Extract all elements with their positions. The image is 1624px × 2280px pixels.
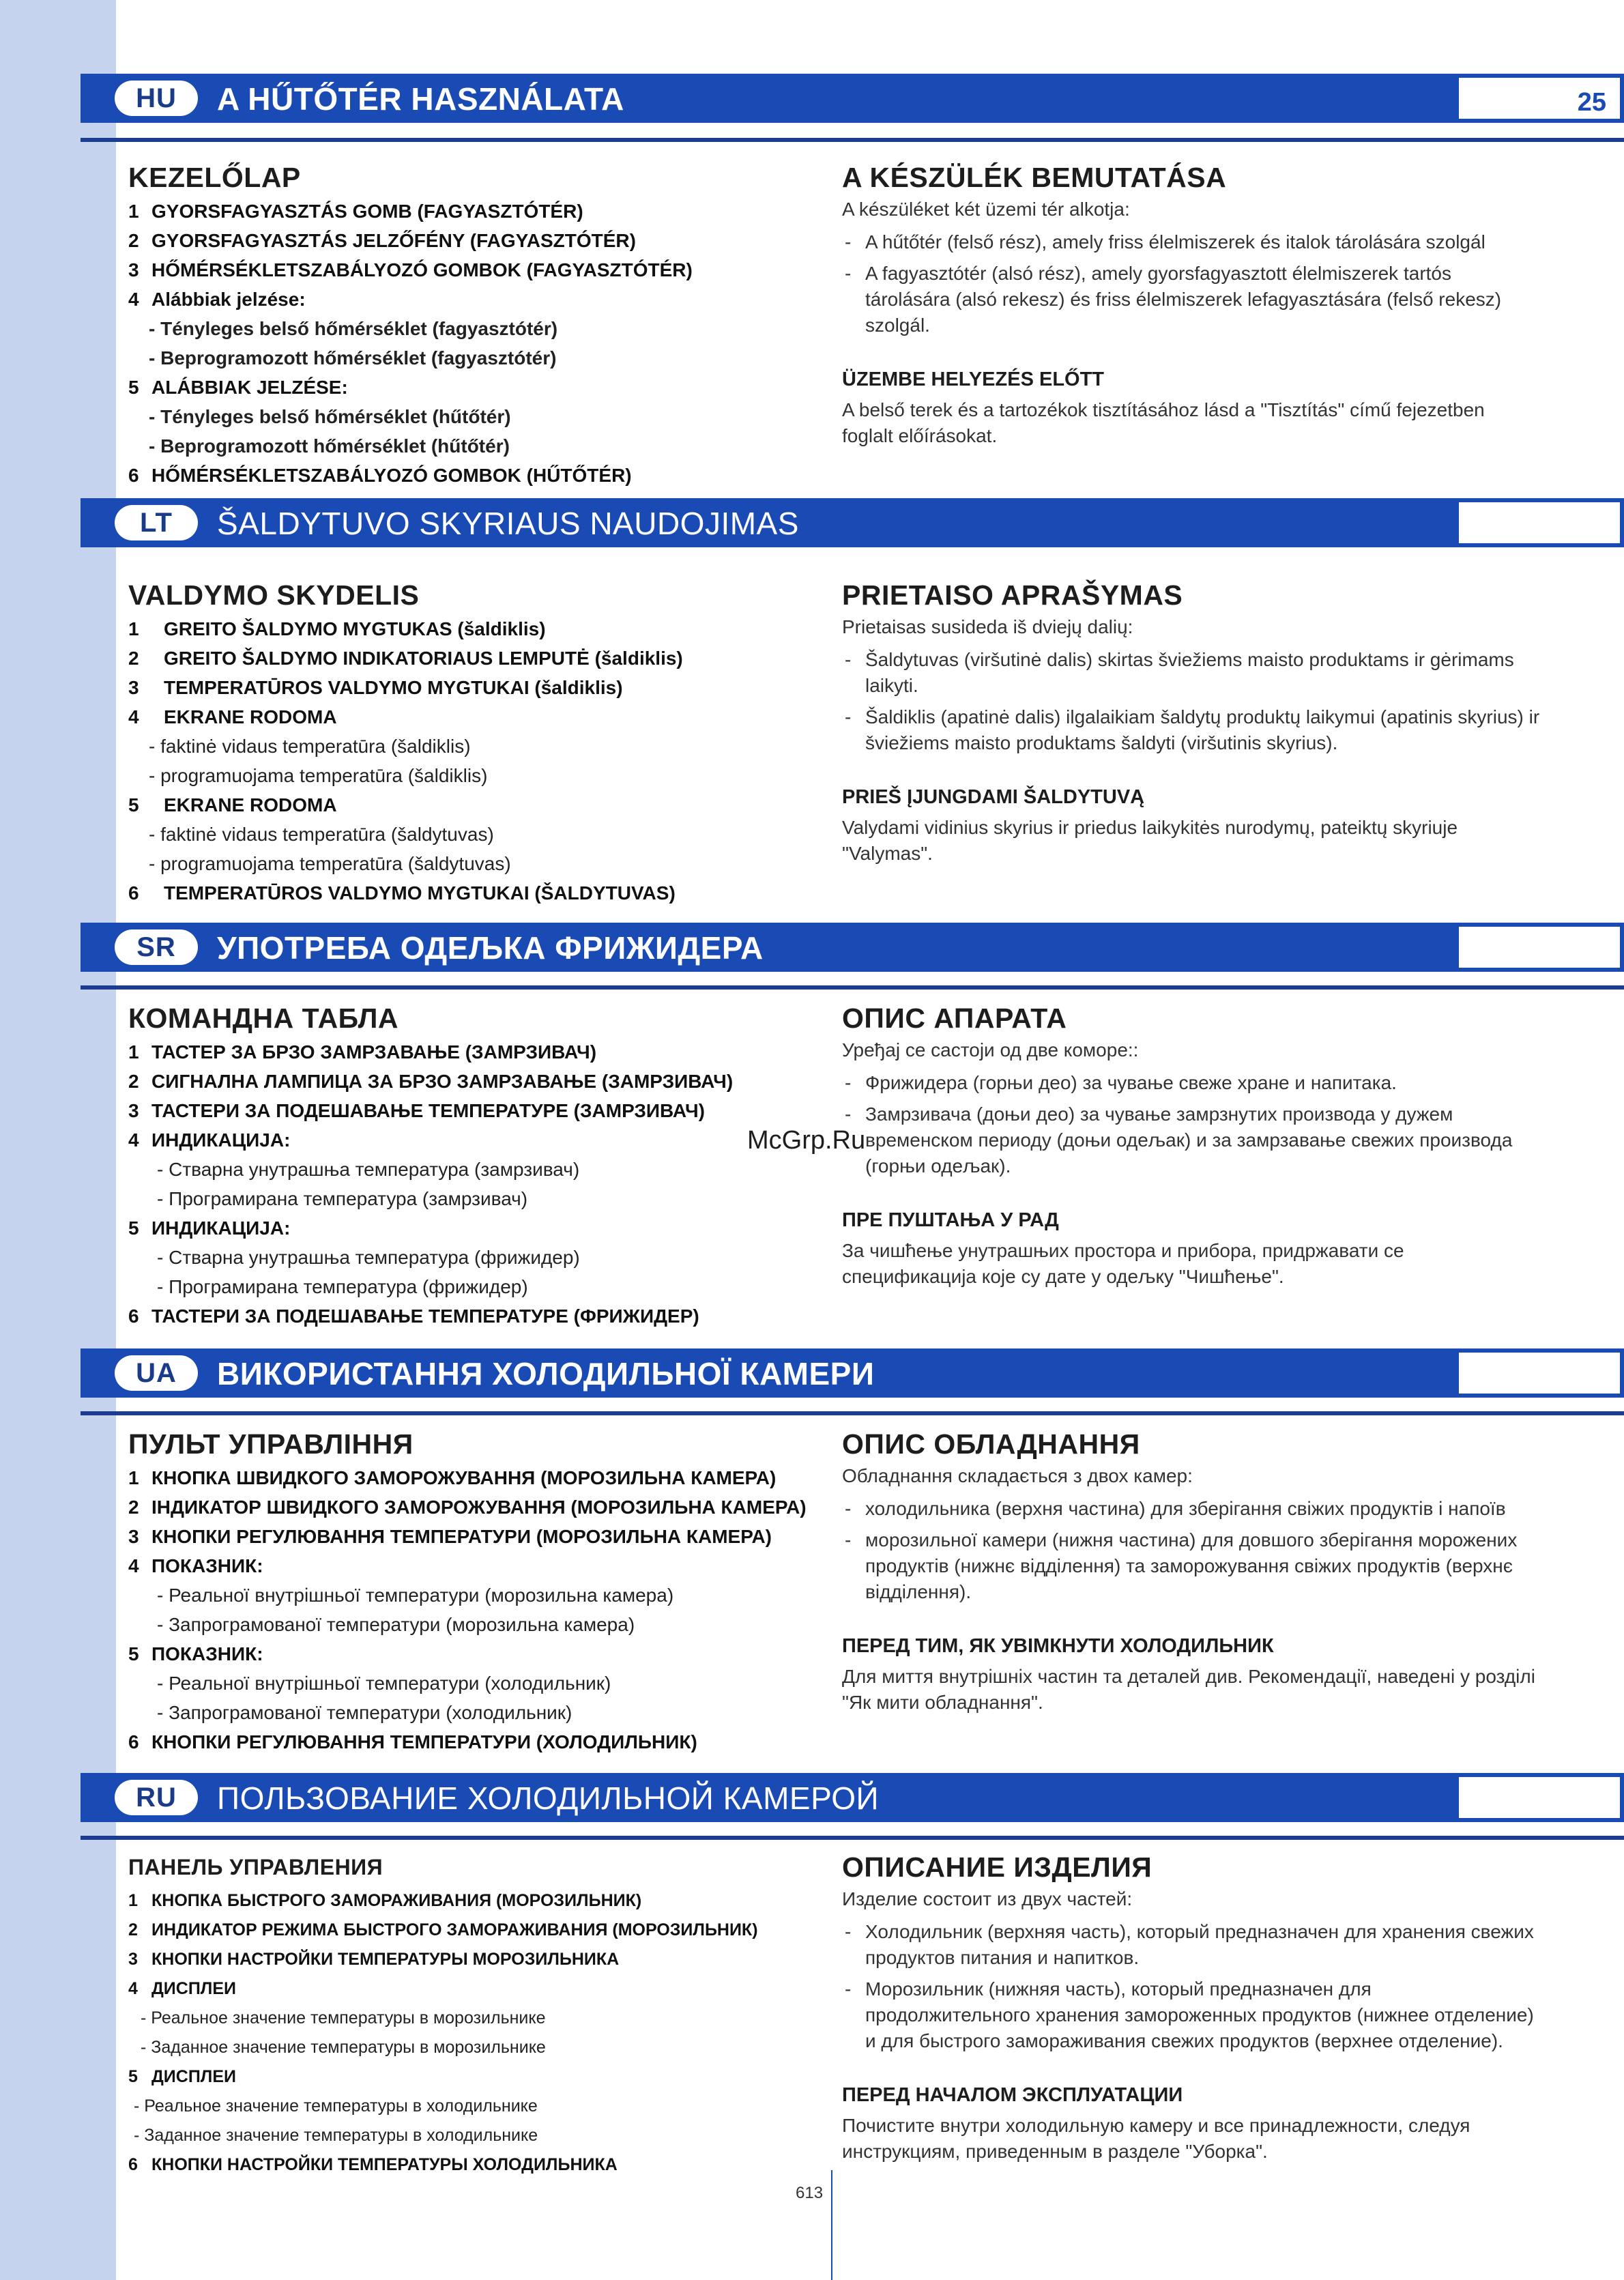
- list-item: 4 ПОКАЗНИК:: [128, 1555, 263, 1576]
- list-item: 4 ДИСПЛЕИ: [128, 1979, 236, 1998]
- banner-bar: [81, 74, 1459, 123]
- ru-control-panel: [128, 1851, 824, 2180]
- banner-underline: [81, 985, 1624, 990]
- bullet-item: - Šaldiklis (apatinė dalis) ilgalaikiam šaldytų produktų laikymui (apatinis skyrius) ir šviežiems maisto produktams šaldyti (viršutinis skyrius).: [842, 704, 1541, 756]
- sr-description: [842, 1002, 1541, 1297]
- left-heading: VALDYMO SKYDELIS: [128, 579, 420, 611]
- sub-item: - Заданное значение температуры в морозильнике: [141, 2038, 546, 2057]
- right-heading: ОПИС ОБЛАДНАННЯ: [842, 1428, 1140, 1460]
- bullet-item: - Морозильник (нижняя часть), который предназначен для продолжительного хранения замороженных продуктов (нижнее отделение) и для быстрого замораживания свежих продуктов (верхнее отделение).: [842, 1976, 1541, 2054]
- footer-page-number: 613: [796, 2184, 824, 2202]
- section-title: A HŰTŐTÉR HASZNÁLATA: [217, 81, 624, 117]
- sub-item: - Реальное значение температуры в морозильнике: [141, 2008, 546, 2028]
- bullet-item: - A hűtőtér (felső rész), amely friss élelmiszerek és italok tárolására szolgál: [842, 229, 1541, 255]
- bullet-item: - Šaldytuvas (viršutinė dalis) skirtas šviežiems maisto produktams ir gėrimams laikyti.: [842, 647, 1541, 699]
- language-badge: LT: [115, 505, 198, 540]
- list-item: 3 HŐMÉRSÉKLETSZABÁLYOZÓ GOMBOK (FAGYASZTÓTÉR): [128, 259, 693, 280]
- sub-heading: ПЕРЕД НАЧАЛОМ ЭКСПЛУАТАЦИИ: [842, 2084, 1183, 2106]
- bullet-item: - Замрзивача (доњи део) за чување замрзнутих производа у дужем временском периоду (доњи одељак) и за замрзавање свежих производа (горњи одељак).: [842, 1101, 1541, 1179]
- list-item: 5 ИНДИКАЦИЈА:: [128, 1217, 291, 1239]
- left-heading: КОМАНДНА ТАБЛА: [128, 1002, 398, 1034]
- language-badge: UA: [115, 1355, 198, 1391]
- banner-bar: [81, 1773, 1459, 1822]
- list-item: 5 ALÁBBIAK JELZÉSE:: [128, 377, 348, 398]
- banner-icon-box: [1459, 1348, 1624, 1398]
- sub-heading: ПРЕ ПУШТАЊА У РАД: [842, 1209, 1059, 1231]
- ua-description: [842, 1428, 1541, 1722]
- sub-item: - Програмирана температура (фрижидер): [157, 1276, 528, 1297]
- list-item: 1 ТАСТЕР ЗА БРЗО ЗАМРЗАВАЊЕ (ЗАМРЗИВАЧ): [128, 1041, 597, 1063]
- sub-item: - Стварна унутрашња температура (замрзивач): [157, 1159, 580, 1180]
- sub-text: Для миття внутрішніх частин та деталей див. Рекомендації, наведені у розділі "Як мити обладнання".: [842, 1666, 1535, 1713]
- list-item: 3 КНОПКИ НАСТРОЙКИ ТЕМПЕРАТУРЫ МОРОЗИЛЬНИКА: [128, 1950, 620, 1969]
- sub-heading: ÜZEMBE HELYEZÉS ELŐTT: [842, 369, 1105, 390]
- banner-icon-box: [1459, 74, 1624, 123]
- hu-control-panel: [128, 161, 811, 490]
- right-heading: ОПИС АПАРАТА: [842, 1002, 1067, 1034]
- list-item: 6 КНОПКИ НАСТРОЙКИ ТЕМПЕРАТУРЫ ХОЛОДИЛЬНИКА: [128, 2155, 618, 2174]
- language-badge: RU: [115, 1780, 198, 1815]
- banner-icon-box: [1459, 498, 1624, 547]
- sub-item: - Запрограмованої температури (морозильна камера): [157, 1614, 635, 1635]
- section-title: УПОТРЕБА ОДЕЉКА ФРИЖИДЕРА: [217, 930, 764, 966]
- list-item: 1 GREITO ŠALDYMO MYGTUKAS (šaldiklis): [128, 618, 546, 639]
- language-badge: SR: [115, 929, 198, 965]
- list-item: 6 ТАСТЕРИ ЗА ПОДЕШАВАЊЕ ТЕМПЕРАТУРЕ (ФРИЖИДЕР): [128, 1305, 699, 1327]
- sub-heading: ПЕРЕД ТИМ, ЯК УВІМКНУТИ ХОЛОДИЛЬНИК: [842, 1635, 1274, 1657]
- list-item: 2 GYORSFAGYASZTÁS JELZŐFÉNY (FAGYASZTÓTÉR): [128, 230, 636, 251]
- list-item: 4 EKRANE RODOMA: [128, 706, 337, 727]
- banner-icon-box: [1459, 1773, 1624, 1822]
- list-item: 1 КНОПКА БЫСТРОГО ЗАМОРАЖИВАНИЯ (МОРОЗИЛЬНИК): [128, 1891, 642, 1910]
- section-banner-lt: [81, 498, 1624, 547]
- sub-item: - Запрограмованої температури (холодильник): [157, 1702, 572, 1723]
- list-item: 4 Alábbiak jelzése:: [128, 289, 306, 310]
- right-heading: ОПИСАНИЕ ИЗДЕЛИЯ: [842, 1851, 1152, 1883]
- lt-description: [842, 579, 1541, 874]
- sub-item: - Tényleges belső hőmérséklet (fagyasztótér): [149, 318, 558, 339]
- side-strip: [0, 0, 116, 2280]
- sub-item: - Заданное значение температуры в холодильнике: [134, 2126, 538, 2145]
- ua-control-panel: [128, 1428, 838, 1757]
- list-item: 4 ИНДИКАЦИЈА:: [128, 1129, 291, 1151]
- list-item: 2 ІНДИКАТОР ШВИДКОГО ЗАМОРОЖУВАННЯ (МОРОЗИЛЬНА КАМЕРА): [128, 1497, 807, 1518]
- hu-description: [842, 161, 1541, 456]
- watermark: McGrp.Ru: [747, 1126, 866, 1155]
- banner-bar: [81, 1348, 1459, 1398]
- sub-text: A belső terek és a tartozékok tisztításához lásd a "Tisztítás" című fejezetben foglalt előírásokat.: [842, 399, 1485, 446]
- list-item: 1 GYORSFAGYASZTÁS GOMB (FAGYASZTÓTÉR): [128, 201, 583, 222]
- sub-text: За чишћење унутрашњих простора и прибора, придржавати се спецификација које су дате у одељку "Чишћење".: [842, 1240, 1404, 1287]
- page-number: 25: [1577, 88, 1606, 117]
- right-heading: A KÉSZÜLÉK BEMUTATÁSA: [842, 162, 1227, 193]
- bullet-item: - холодильника (верхня частина) для зберігання свіжих продуктів і напоїв: [842, 1496, 1541, 1522]
- list-item: 3 КНОПКИ РЕГУЛЮВАННЯ ТЕМПЕРАТУРИ (МОРОЗИЛЬНА КАМЕРА): [128, 1526, 772, 1547]
- left-heading: ПАНЕЛЬ УПРАВЛЕНИЯ: [128, 1855, 383, 1879]
- list-item: 5 ДИСПЛЕИ: [128, 2067, 236, 2086]
- sub-heading: PRIEŠ ĮJUNGDAMI ŠALDYTUVĄ: [842, 786, 1145, 808]
- section-title: ПОЛЬЗОВАНИЕ ХОЛОДИЛЬНОЙ КАМЕРОЙ: [217, 1780, 880, 1816]
- intro-text: Уређај се састоји од две коморе::: [842, 1039, 1139, 1060]
- right-heading: PRIETAISO APRAŠYMAS: [842, 579, 1183, 611]
- section-banner-sr: [81, 923, 1624, 972]
- section-title: ВИКОРИСТАННЯ ХОЛОДИЛЬНОЇ КАМЕРИ: [217, 1356, 875, 1391]
- sub-item: - Beprogramozott hőmérséklet (fagyasztótér): [149, 347, 557, 369]
- intro-text: Обладнання складається з двох камер:: [842, 1465, 1193, 1486]
- list-item: 3 TEMPERATŪROS VALDYMO MYGTUKAI (šaldiklis): [128, 677, 623, 698]
- left-heading: ПУЛЬТ УПРАВЛІННЯ: [128, 1428, 414, 1460]
- sub-item: - Реальної внутрішньої температури (морозильна камера): [157, 1585, 674, 1606]
- banner-underline: [81, 138, 1624, 142]
- footer-divider: [831, 2170, 832, 2280]
- sub-text: Valydami vidinius skyrius ir priedus laikykitės nurodymų, pateiktų skyriuje "Valymas".: [842, 817, 1458, 864]
- banner-bar: [81, 923, 1459, 972]
- sub-item: - Реальное значение температуры в холодильнике: [134, 2096, 538, 2116]
- bullet-item: - A fagyasztótér (alsó rész), amely gyorsfagyasztott élelmiszerek tartós tárolására (alsó rekesz) és friss élelmiszerek lefagyasztására (felső rekesz) szolgál.: [842, 261, 1541, 338]
- sub-item: - Стварна унутрашња температура (фрижидер): [157, 1247, 580, 1268]
- list-item: 2 ИНДИКАТОР РЕЖИМА БЫСТРОГО ЗАМОРАЖИВАНИЯ (МОРОЗИЛЬНИК): [128, 1920, 758, 1939]
- list-item: 6 TEMPERATŪROS VALDYMO MYGTUKAI (ŠALDYTUVAS): [128, 882, 676, 904]
- intro-text: Prietaisas susideda iš dviejų dalių:: [842, 616, 1133, 637]
- intro-text: Изделие состоит из двух частей:: [842, 1888, 1133, 1909]
- section-banner-ru: [81, 1773, 1624, 1822]
- bullet-item: - Фрижидера (горњи део) за чување свеже хране и напитака.: [842, 1070, 1541, 1096]
- banner-bar: [81, 498, 1459, 547]
- sub-item: - Beprogramozott hőmérséklet (hűtőtér): [149, 435, 510, 457]
- list-item: 1 КНОПКА ШВИДКОГО ЗАМОРОЖУВАННЯ (МОРОЗИЛЬНА КАМЕРА): [128, 1467, 777, 1488]
- sub-item: - faktinė vidaus temperatūra (šaldiklis): [149, 736, 471, 757]
- list-item: 3 ТАСТЕРИ ЗА ПОДЕШАВАЊЕ ТЕМПЕРАТУРЕ (ЗАМРЗИВАЧ): [128, 1100, 705, 1121]
- banner-underline: [81, 1411, 1624, 1415]
- sub-item: - programuojama temperatūra (šaldytuvas): [149, 853, 511, 874]
- sub-item: - Tényleges belső hőmérséklet (hűtőtér): [149, 406, 511, 427]
- list-item: 6 HŐMÉRSÉKLETSZABÁLYOZÓ GOMBOK (HŰTŐTÉR): [128, 465, 632, 486]
- intro-text: A készüléket két üzemi tér alkotja:: [842, 199, 1130, 220]
- left-heading: KEZELŐLAP: [128, 162, 301, 193]
- bullet-item: - Холодильник (верхняя часть), который предназначен для хранения свежих продуктов питания и напитков.: [842, 1919, 1541, 1971]
- sub-item: - Реальної внутрішньої температури (холодильник): [157, 1673, 611, 1694]
- banner-underline: [81, 1836, 1624, 1840]
- sub-text: Почистите внутри холодильную камеру и все принадлежности, следуя инструкциям, приведенным в разделе "Уборка".: [842, 2115, 1470, 2162]
- list-item: 2 СИГНАЛНА ЛАМПИЦА ЗА БРЗО ЗАМРЗАВАЊЕ (ЗАМРЗИВАЧ): [128, 1071, 734, 1092]
- ru-description: [842, 1851, 1541, 2171]
- sr-control-panel: [128, 1002, 811, 1331]
- lt-control-panel: [128, 579, 811, 908]
- section-banner-ua: [81, 1348, 1624, 1398]
- language-badge: HU: [115, 81, 198, 116]
- section-title: ŠALDYTUVO SKYRIAUS NAUDOJIMAS: [217, 506, 799, 541]
- list-item: 2 GREITO ŠALDYMO INDIKATORIAUS LEMPUTĖ (šaldiklis): [128, 648, 683, 669]
- list-item: 6 КНОПКИ РЕГУЛЮВАННЯ ТЕМПЕРАТУРИ (ХОЛОДИЛЬНИК): [128, 1731, 697, 1752]
- list-item: 5 EKRANE RODOMA: [128, 794, 337, 816]
- sub-item: - programuojama temperatūra (šaldiklis): [149, 765, 488, 786]
- banner-icon-box: [1459, 923, 1624, 972]
- bullet-item: - морозильної камери (нижня частина) для довшого зберігання морожених продуктів (нижнє відділення) та заморожування свіжих продуктів (верхнє відділення).: [842, 1527, 1541, 1605]
- sub-item: - faktinė vidaus temperatūra (šaldytuvas): [149, 824, 494, 845]
- list-item: 5 ПОКАЗНИК:: [128, 1643, 263, 1664]
- sub-item: - Програмирана температура (замрзивач): [157, 1188, 528, 1209]
- section-banner-hu: [81, 74, 1624, 123]
